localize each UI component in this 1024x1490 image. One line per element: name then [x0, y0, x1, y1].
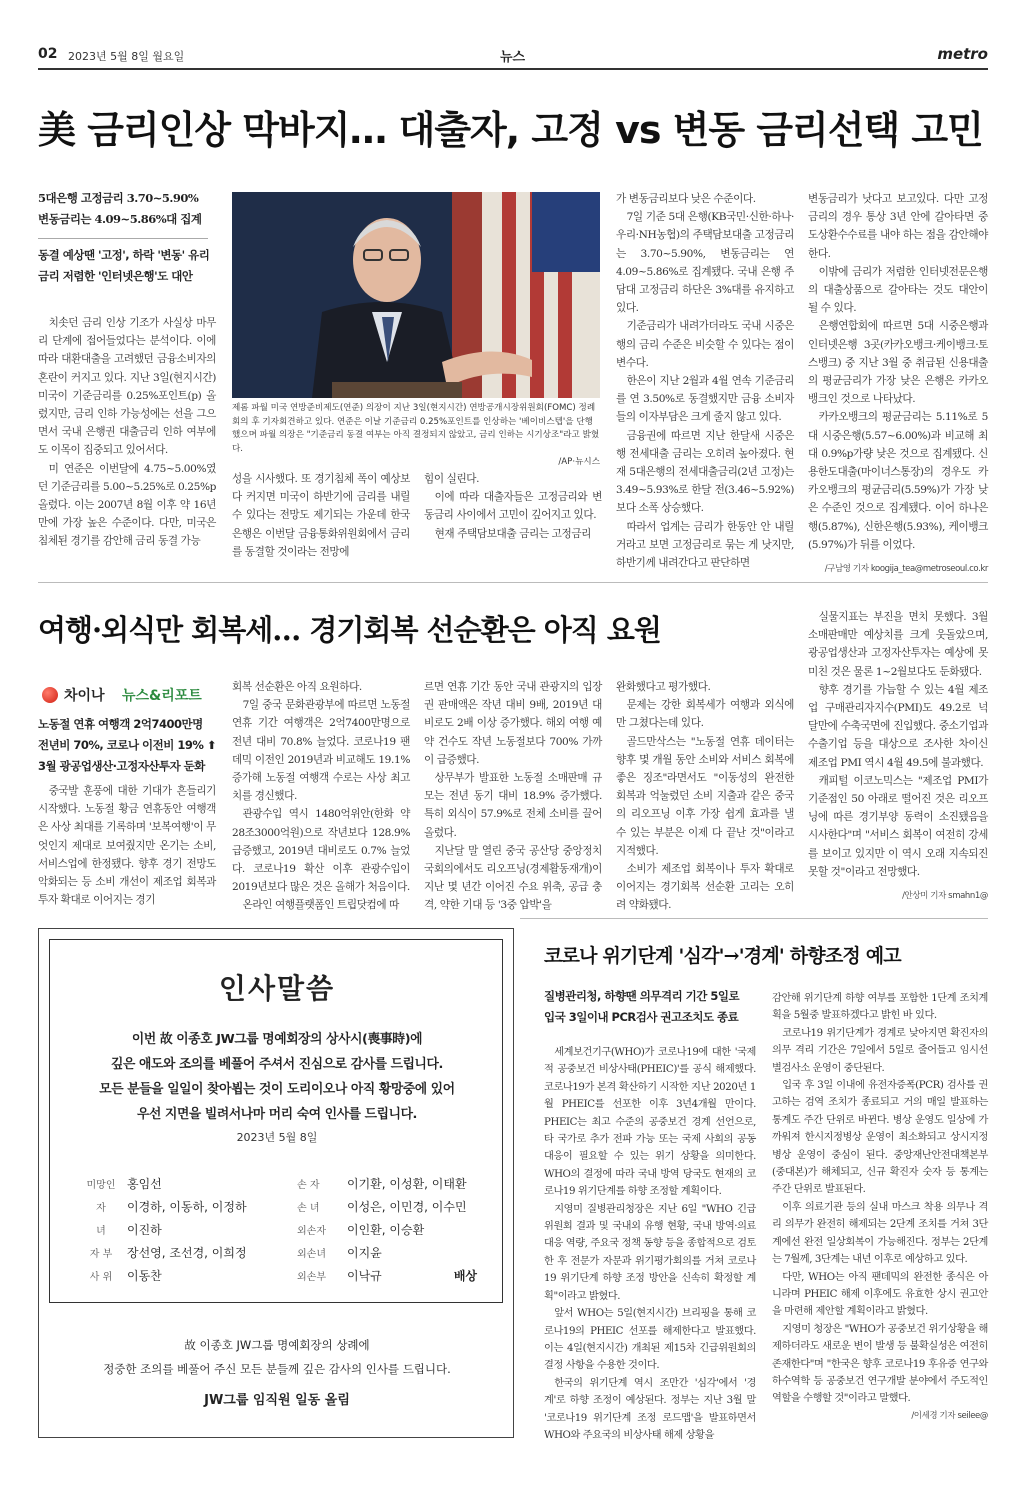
paragraph: 이후 의료기관 등의 실내 마스크 착용 의무나 격리 의무가 완전히 해제되는 2단계 조치를 거쳐 3단계에선 완전 일상회복이 가능해진다. 정부는 2단계는 7월께, 3단계는 내년 이후로 예상하고 있다.	[772, 1201, 988, 1266]
photo-caption	[232, 402, 600, 470]
paragraph: 중국발 훈풍에 대한 기대가 흔들리기 시작했다. 노동절 황금 연휴동안 여행객은 사상 최대를 기록하며 '보복여행'이 무엇인지 제대로 보여줬지만 온기는 소비, 서비스업에 한정됐다. 향후 경기 전망도 악화되는 등 소비 개선이 제조업 회복과 투자 확대로 이어지는 경기	[38, 785, 216, 907]
article-3-subheads	[544, 986, 759, 1028]
ad-body	[59, 1027, 495, 1127]
paragraph: 성을 시사했다. 또 경기침체 폭이 예상보다 커지면 미국이 하반기에 금리를 내릴 수 있다는 전망도 제기되는 가운데 한국은행은 이번달 금융통화위원회에서 금리를 동결할 것이라는 전망에	[232, 473, 410, 558]
subhead: 변동금리는 4.09~5.86%대 집계	[38, 212, 202, 226]
paragraph: 회복 선순환은 아직 요원하다.	[232, 681, 362, 693]
paragraph: 이에 따라 대출자들은 고정금리와 변동금리 사이에서 고민이 깊어지고 있다.	[424, 491, 602, 522]
ad-date: 2023년 5월 8일	[236, 1131, 318, 1144]
paragraph: 실물지표는 부진을 면치 못했다. 3월 소매판매만 예상치를 크게 웃돌았으며, 광공업생산과 고정자산투자는 예상에 못 미친 것은 물론 1~2월보다도 둔화됐다.	[808, 611, 988, 678]
family-list-left	[75, 1175, 275, 1290]
family-names: 이동찬	[127, 1269, 162, 1283]
family-role: 손 녀	[297, 1203, 320, 1214]
ad-body-line: 모든 분들을 일일이 찾아뵙는 것이 도리이오나 아직 황망중에 있어	[99, 1082, 455, 1097]
family-names: 장선영, 조선경, 이희정	[127, 1246, 247, 1260]
paragraph: 다만, WHO는 아직 팬데믹의 완전한 종식은 아니라며 PHEIC 해제 이후에도 유효한 상시 권고안을 마련해 제안할 계획이라고 밝혔다.	[772, 1271, 988, 1318]
family-role: 외손자	[297, 1226, 326, 1237]
paragraph: 기준금리가 내려가더라도 국내 시중은행의 금리 수준은 비슷할 수 있다는 점이 변수다.	[616, 320, 794, 369]
powell-photo	[232, 192, 600, 398]
subhead: 금리 저렴한 '인터넷은행'도 대안	[38, 269, 193, 283]
paragraph: 온라인 여행플랫폼인 트립닷컴에 따	[242, 899, 399, 912]
paragraph: 한은이 지난 2월과 4월 연속 기준금리를 연 3.50%로 동결했지만 금융 소비자들의 이자부담은 크게 줄지 않고 있다.	[616, 375, 794, 424]
article-2-subheads	[38, 714, 222, 777]
paragraph: 미 연준은 이번달에 4.75~5.00%였던 기준금리를 5.00~5.25%로 0.25%p 올렸다. 이는 2007년 8월 이후 약 16년 만에 가장 높은 수준이다. 다만, 미국은 침체된 경기를 감안해 금리 동결 가능	[38, 462, 216, 548]
paragraph: 완화했다고 평가했다.	[616, 681, 711, 693]
article-3-col1	[544, 1044, 756, 1444]
paragraph: 치솟던 금리 인상 기조가 사실상 마무리 단계에 접어들었다는 분석이다. 이에 따라 대환대출을 고려했던 금융소비자의 혼란이 커지고 있다. 지난 3일(현지시간) 미국이 기준금리를 0.25%포인트(p) 올렸지만, 금리 인하 가능성에는 선을 그으면서 국내 은행권 대출금리 인하 여부에도 이목이 집중되고 있어서다.	[38, 317, 216, 457]
family-names: 이인환, 이승환	[347, 1223, 425, 1237]
family-list-right	[297, 1175, 497, 1290]
ad-footer-sign: JW그룹 임직원 일동 올림	[204, 1393, 350, 1408]
ad-body-line: 깊은 애도와 조의를 베풀어 주셔서 진심으로 감사를 드립니다.	[111, 1057, 443, 1072]
subhead: 전년비 70%, 코로나 이전비 19% ⬆	[38, 738, 217, 752]
family-names: 홍임선	[127, 1177, 162, 1191]
paragraph: 7일 중국 문화관광부에 따르면 노동절 연휴 기간 여행객은 2억7400만명으로 전년 대비 70.8% 늘었다. 코로나19 팬데믹 이전인 2019년과 비교해도 19.1% 증가해 노동절 여행객 수로는 사상 최고치를 경신했다.	[232, 699, 410, 803]
family-role: 자	[96, 1203, 106, 1214]
article-2-col2	[232, 678, 410, 915]
paragraph: 카카오뱅크의 평균금리는 5.11%로 5대 시중은행(5.57~6.00%)과 비교해 최대 0.9%p가량 낮은 것으로 집계됐다. 신용한도대출(마이너스통장)의 경우도 카카오뱅크의 평균금리(5.59%)가 가장 낮은 수준인 것으로 집계됐다. 이어 하나은행(5.87%), 신한은행(5.93%), 케이뱅크(5.97%)가 뒤를 이었다.	[808, 411, 988, 551]
family-names: 이성은, 이민경, 이수민	[347, 1200, 467, 1214]
section-name: 뉴스	[500, 50, 526, 65]
subhead: 동결 예상땐 '고정', 하락 '변동' 유리	[38, 248, 210, 262]
family-role: 녀	[96, 1226, 106, 1237]
page-date: 2023년 5월 8일 월요일	[68, 50, 185, 63]
photo-credit: /AP·뉴시스	[558, 457, 600, 467]
condolence-ad	[38, 928, 514, 1438]
family-role: 자 부	[89, 1249, 113, 1260]
subhead: 질병관리청, 하향땐 의무격리 기간 5일로	[544, 989, 740, 1003]
metro-logo: metro	[937, 45, 988, 63]
badge-sub: 뉴스&리포트	[122, 688, 202, 704]
article-1-subheads	[38, 188, 218, 287]
paragraph: 문제는 강한 회복세가 여행과 외식에만 그쳤다는데 있다.	[616, 699, 794, 730]
paragraph: 따라서 업계는 금리가 한동안 안 내릴 거라고 보면 고정금리로 묶는 게 낫지만, 하반기께 내려간다고 판단하면	[616, 520, 794, 570]
article-1-col1	[38, 314, 216, 551]
article-1-col3	[424, 470, 602, 543]
paragraph: 소비가 제조업 회복이나 투자 확대로 이어지는 경기회복 선순환 고리는 오히려 약화됐다.	[616, 863, 794, 912]
subhead: 노동절 연휴 여행객 2억7400만명	[38, 717, 203, 731]
paragraph: 세계보건기구(WHO)가 코로나19에 대한 '국제적 공중보건 비상사태(PHEIC)'를 공식 해제했다. 코로나19가 본격 확산하기 시작한 지난 2020년 1월 PHEIC를 선포한 이후 3년4개월 만이다. PHEIC는 최고 수준의 공중보건 경계 선언으로, 타 국가로 추가 전파 가능 또는 국제 사회의 공동 대응이 필요할 수 있는 위기 상황을 의미한다. WHO의 결정에 따라 국내 방역 당국도 현재의 코로나19 위기단계를 하향 조정할 계획이다.	[544, 1047, 756, 1198]
ad-footer	[39, 1333, 515, 1413]
article-2-col4	[616, 678, 794, 915]
paragraph: 힘이 실린다.	[424, 473, 480, 485]
family-names: 이낙규	[347, 1269, 382, 1283]
article-1-headline: 美 금리인상 막바지… 대출자, 고정 vs 변동 금리선택 고민	[38, 108, 983, 152]
paragraph: 르면 연휴 기간 동안 국내 관광지의 입장권 판매액은 작년 대비 9배, 2019년 대비로도 2배 이상 증가했다. 해외 여행 예약 건수도 작년 노동절보다 700% 가까이 급증했다.	[424, 681, 602, 766]
paragraph: 한국의 위기단계 역시 조만간 '심각'에서 '경계'로 하향 조정이 예상된다. 정부는 지난 3월 말 '코로나19 위기단계 조정 로드맵'을 발표하면서 WHO와 주요국의 비상사태 해제 상황을	[544, 1377, 756, 1441]
article-1-col4	[616, 190, 794, 572]
paragraph: 캐피털 이코노믹스는 "제조업 PMI가 기준점인 50 아래로 떨어진 것은 리오프닝에 따른 경기부양 동력이 소진됐음을 시사한다"며 "서비스 회복이 여전히 강세를 보이고 있지만 이 역시 오래 지속되진 못할 것"이라고 전망했다.	[808, 774, 988, 878]
family-role: 손 자	[297, 1180, 320, 1191]
paragraph: 가 변동금리보다 낮은 수준이다.	[616, 193, 756, 205]
paragraph: 관광수입 역시 1480억위안(한화 약 28조3000억원)으로 작년보다 128.9% 급증했고, 2019년 대비로도 0.7% 늘었다. 코로나19 확산 이후 관광수입이 2019년보다 많은 것은 올해가 처음이다.	[232, 808, 410, 894]
paragraph: 은행연합회에 따르면 5대 시중은행과 인터넷은행 3곳(카카오뱅크·케이뱅크·토스뱅크) 중 지난 3월 중 취급된 신용대출의 평균금리가 가장 낮은 은행은 카카오뱅크인 것으로 나타났다.	[808, 320, 988, 406]
ad-body-line: 우선 지면을 빌려서나마 머리 숙여 인사를 드립니다.	[137, 1107, 417, 1122]
paragraph: 입국 후 3일 이내에 유전자증폭(PCR) 검사를 권고하는 검역 조치가 종료되고 거의 매일 발표하는 통계도 주간 단위로 바뀐다. 병상 운영도 일상에 가까워져 한시지정병상 운영이 최소화되고 상시지정병상 운영이 중심이 된다. 중앙재난안전대책본부(중대본)가 해체되고, 신규 확진자 숫자 등 통계는 주간 단위로 발표된다.	[772, 1080, 988, 1196]
paragraph: 지영미 질병관리청장은 지난 6일 "WHO 긴급위원회 결과 및 국내외 유행 현황, 국내 방역·의료대응 역량, 주요국 정책 동향 등을 종합적으로 검토한 후 전문가 자문과 위기평가회의를 거쳐 코로나19 위기단계 하향 조정 방안을 신속히 확정할 계획"이라고 밝혔다.	[544, 1203, 756, 1302]
paragraph: 골드만삭스는 "노동절 연휴 데이터는 향후 몇 개월 동안 소비와 서비스 회복에 좋은 징조"라면서도 "이동성의 완전한 회복과 억눌렸던 소비 지출과 같은 중국의 리오프닝 이후 가장 쉽게 효과를 낼 수 있는 부분은 이제 다 끝난 것"이라고 지적했다.	[616, 735, 794, 857]
page-header	[38, 44, 988, 68]
paragraph: 변동금리가 낫다고 보고있다. 다만 고정금리의 경우 통상 3년 안에 갈아타면 중도상환수수료를 내야 하는 점을 감안해야 한다.	[808, 193, 988, 260]
ad-body-line: 이번 故 이종호 JW그룹 명예회장의 상사시(喪事時)에	[131, 1032, 423, 1047]
paragraph: 상무부가 발표한 노동절 소매판매 규모는 전년 동기 대비 18.9% 증가했다. 특히 외식이 57.9%로 전체 소비를 끌어올렸다.	[424, 772, 602, 839]
family-role: 외손부	[297, 1272, 326, 1283]
family-role: 사 위	[89, 1272, 113, 1283]
byline: /안상미 기자 smahn1@	[902, 891, 988, 902]
paragraph: 금융권에 따르면 지난 한달새 시중은행 전세대출 금리는 오히려 높아졌다. 현재 5대은행의 전세대출금리(2년 고정)는 3.49~5.93%로 한달 전(3.46~5.92%)보다 소폭 상승했다.	[616, 429, 794, 515]
article-2-col5	[808, 608, 988, 905]
caption-text: 제롬 파월 미국 연방준비제도(연준) 의장이 지난 3일(현지시간) 연방공개시장위원회(FOMC) 정례회의 후 기자회견하고 있다. 연준은 이날 기준금리 0.25%포인트를 인상하는 '베이비스텝'을 단행했으며 파월 의장은 "기준금리 동결 여부는 아직 결정되지 않았고, 금리 인하는 시기상조"라고 밝혔다.	[232, 403, 600, 454]
family-role: 외손녀	[297, 1249, 326, 1260]
family-names: 이지윤	[347, 1246, 382, 1260]
red-dot-icon	[42, 687, 58, 703]
paragraph: 감안해 위기단계 하향 여부를 포함한 1단계 조치계획을 5월중 발표하겠다고 밝힌 바 있다.	[772, 993, 988, 1022]
paragraph: 7일 기준 5대 은행(KB국민·신한·하나·우리·NH농협)의 주택담보대출 고정금리는 3.70~5.90%, 변동금리는 연 4.09~5.86%로 집계됐다. 국내 은행 주담대 고정금리 하단은 3%대를 유지하고 있다.	[616, 211, 794, 315]
article-3-col2	[772, 990, 988, 1425]
article-2-col1	[38, 782, 216, 909]
byline: /구남영 기자 koogija_tea@metroseoul.co.kr	[824, 564, 988, 575]
ad-title: 인사말씀	[218, 972, 336, 1005]
paragraph: 코로나19 위기단계가 경계로 낮아지면 확진자의 의무 격리 기간은 7일에서 5일로 줄어들고 임시선별검사소 운영이 중단된다.	[772, 1027, 988, 1074]
ad-footer-line: 故 이종호 JW그룹 명예회장의 상례에	[184, 1338, 370, 1352]
family-names: 이경하, 이동하, 이정하	[127, 1200, 247, 1214]
article-1-col2	[232, 470, 410, 561]
ad-footer-line: 정중한 조의를 베풀어 주신 모든 분들께 깊은 감사의 인사를 드립니다.	[103, 1362, 451, 1376]
article-2-headline: 여행·외식만 회복세… 경기회복 선순환은 아직 요원	[38, 613, 661, 647]
paragraph: 앞서 WHO는 5일(현지시간) 브리핑을 통해 코로나19의 PHEIC 선포를 해제한다고 발표했다. 이는 4일(현지시간) 개최된 제15차 긴급위원회의 결정 사항을 수용한 것이다.	[544, 1308, 756, 1372]
family-names: 이진하	[127, 1223, 162, 1237]
page-number: 02	[38, 46, 58, 62]
paragraph: 이밖에 금리가 저렴한 인터넷전문은행의 대출상품으로 갈아타는 것도 대안이 될 수 있다.	[808, 265, 988, 315]
badge-main: 차이나	[64, 688, 105, 704]
paragraph: 향후 경기를 가늠할 수 있는 4월 제조업 구매관리자지수(PMI)도 49.2로 넉 달만에 수축국면에 진입했다. 중소기업과 수출기업 등을 대상으로 조사한 차이신 제조업 PMI 역시 4월 49.5에 불과했다.	[808, 683, 988, 769]
byline: /이세경 기자 seilee@	[911, 1410, 988, 1421]
subhead: 5대은행 고정금리 3.70~5.90%	[38, 191, 199, 205]
china-badge	[42, 684, 222, 706]
paragraph: 현재 주택담보대출 금리는 고정금리	[434, 527, 591, 540]
paragraph: 지난달 말 열린 중국 공산당 중앙정치국회의에서도 리오프닝(경제활동재개)이 지난 몇 년간 이어진 수요 위축, 공급 충격, 약한 기대 등 '3중 압박'을	[424, 844, 602, 912]
photo-illustration	[232, 192, 600, 398]
family-role: 미망인	[86, 1180, 116, 1191]
family-names: 이기환, 이성환, 이태환	[347, 1177, 467, 1191]
ad-sign: 배상	[453, 1269, 477, 1283]
subhead: 입국 3일이내 PCR검사 권고조치도 종료	[544, 1010, 739, 1024]
article-3-headline: 코로나 위기단계 '심각'→'경계' 하향조정 예고	[544, 945, 901, 967]
subhead: 3월 광공업생산·고정자산투자 둔화	[38, 759, 205, 773]
paragraph: 지영미 청장은 "WHO가 공중보건 위기상황을 해제하더라도 새로운 변이 발생 등 불확실성은 여전히 존재한다"며 "한국은 향후 코로나19 후유증 연구와 하수역학 등 공중보건 연구개발 분야에서 주도적인 역할을 수행할 것"이라고 말했다.	[772, 1323, 988, 1405]
article-1-col5	[808, 190, 988, 578]
article-2-col3	[424, 678, 602, 915]
